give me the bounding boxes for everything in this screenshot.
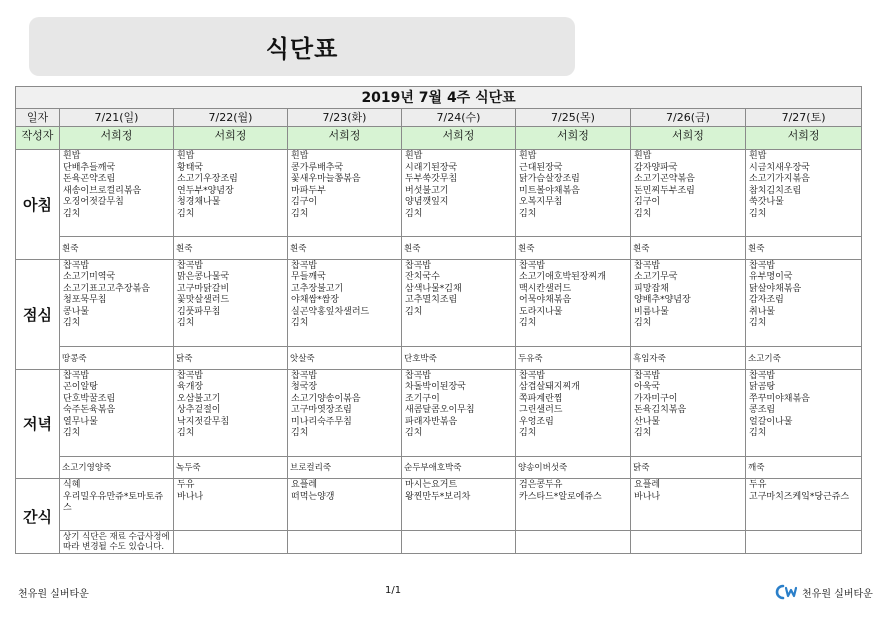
menu-item: 가자미구이 — [634, 393, 678, 404]
menu-item: 무들깨국 — [291, 272, 326, 283]
menu-item: 김치 — [634, 428, 652, 439]
menu-item: 그린샐러드 — [519, 405, 563, 416]
day-row — [16, 108, 862, 127]
menu-item: 삼겹살돼지찌개 — [519, 382, 580, 393]
menu-item: 차돌박이된장국 — [405, 382, 466, 393]
snack-item: 우리밀우유만쥬*토마토쥬 — [63, 491, 164, 502]
day-header: 7/24(수) — [402, 108, 516, 127]
menu-item: 찹곡밥 — [749, 370, 776, 381]
menu-item: 콩조림 — [749, 405, 776, 416]
snack-cell — [631, 479, 746, 531]
menu-cell — [631, 259, 746, 346]
note-row — [16, 531, 862, 554]
menu-item: 김치 — [519, 208, 537, 219]
menu-item: 찹곡밥 — [405, 370, 432, 381]
menu-item: 마파두부 — [291, 185, 326, 196]
menu-item: 김치 — [405, 306, 423, 317]
menu-item: 고구마닭갈비 — [177, 283, 230, 294]
porridge-cell: 흰죽 — [631, 237, 746, 260]
menu-item: 김치 — [519, 318, 537, 329]
snack-cell — [174, 479, 288, 531]
empty-cell — [516, 531, 631, 554]
menu-item: 감자양파국 — [634, 162, 678, 173]
menu-item: 미나리숙주무침 — [291, 416, 352, 427]
logo-name: 천유원 실버타운 — [802, 588, 873, 600]
menu-item: 참치김치조림 — [749, 185, 802, 196]
footer-page-number: 1/1 — [385, 585, 402, 596]
menu-item: 쪽파계란찜 — [519, 393, 563, 404]
menu-item: 김치 — [177, 318, 195, 329]
menu-item: 닭가슴살장조림 — [519, 174, 580, 185]
menu-cell — [60, 259, 174, 346]
day-label: 일자 — [16, 108, 60, 127]
menu-item: 새송이브로컬리볶음 — [63, 185, 142, 196]
snack-item: 카스타드*알로에쥬스 — [519, 491, 602, 502]
menu-item: 찹곡밥 — [177, 370, 204, 381]
menu-item: 흰밥 — [519, 151, 537, 162]
menu-item: 실곤약홍잎차샐러드 — [291, 306, 370, 317]
day-header: 7/21(일) — [60, 108, 174, 127]
writer-cell: 서희정 — [60, 127, 174, 150]
day-header: 7/23(화) — [288, 108, 402, 127]
menu-item: 청포묵무침 — [63, 295, 107, 306]
porridge-cell: 닭죽 — [174, 346, 288, 369]
snack-item: 검은콩두유 — [519, 480, 563, 491]
porridge-cell: 흰죽 — [516, 237, 631, 260]
menu-item: 김치 — [63, 318, 81, 329]
snack-item: 식혜 — [63, 480, 81, 491]
menu-item: 양념깻잎지 — [405, 197, 449, 208]
meal-row — [16, 150, 862, 237]
menu-item: 청경채나물 — [177, 197, 221, 208]
menu-item: 오삼불고기 — [177, 393, 221, 404]
snack-cell — [288, 479, 402, 531]
porridge-cell: 땅콩죽 — [60, 346, 174, 369]
menu-item: 소고기무국 — [634, 272, 678, 283]
menu-item: 산나물 — [634, 416, 661, 427]
menu-cell — [288, 259, 402, 346]
menu-item: 오징어젓갈무침 — [63, 197, 124, 208]
snack-cell — [402, 479, 516, 531]
menu-item: 김치 — [177, 208, 195, 219]
menu-cell — [174, 369, 288, 456]
menu-item: 소고기곤약볶음 — [634, 174, 695, 185]
menu-item: 쑥갓나물 — [749, 197, 784, 208]
menu-item: 양배추*양념장 — [634, 295, 691, 306]
snack-row — [16, 479, 862, 531]
snack-cell — [516, 479, 631, 531]
writer-cell: 서희정 — [174, 127, 288, 150]
meal-body — [16, 150, 862, 554]
menu-item: 찹곡밥 — [634, 260, 661, 271]
menu-item: 쭈꾸미야채볶음 — [749, 393, 810, 404]
menu-cell — [60, 150, 174, 237]
menu-item: 김치 — [405, 208, 423, 219]
menu-item: 소고기애호박된장찌개 — [519, 272, 606, 283]
writer-cell: 서희정 — [402, 127, 516, 150]
menu-item: 감자조림 — [749, 295, 784, 306]
menu-item: 김치 — [519, 428, 537, 439]
menu-item: 연두부*양념장 — [177, 185, 234, 196]
menu-item: 찹곡밥 — [749, 260, 776, 271]
porridge-cell: 순두부애호박죽 — [402, 456, 516, 479]
menu-item: 흰밥 — [634, 151, 652, 162]
menu-item: 김구이 — [634, 197, 661, 208]
empty-cell — [288, 531, 402, 554]
menu-item: 김치 — [405, 428, 423, 439]
porridge-cell: 흰죽 — [60, 237, 174, 260]
menu-item: 우엉조림 — [519, 416, 554, 427]
menu-item: 찹곡밥 — [519, 370, 546, 381]
menu-item: 도라지나물 — [519, 306, 563, 317]
menu-item: 찹곡밥 — [519, 260, 546, 271]
snack-item: 스 — [63, 503, 72, 514]
menu-item: 소고기미역국 — [63, 272, 116, 283]
porridge-cell: 소고기영양죽 — [60, 456, 174, 479]
menu-item: 김치 — [749, 318, 767, 329]
logo-icon — [775, 583, 799, 601]
writer-cell: 서희정 — [631, 127, 746, 150]
menu-item: 김풋파무침 — [177, 306, 221, 317]
menu-item: 두부쑥갓무침 — [405, 174, 458, 185]
menu-item: 흰밥 — [291, 151, 309, 162]
menu-cell — [402, 150, 516, 237]
empty-cell — [746, 531, 862, 554]
porridge-cell: 단호박죽 — [402, 346, 516, 369]
menu-item: 파래자반볶음 — [405, 416, 458, 427]
menu-item: 김치 — [177, 428, 195, 439]
empty-cell — [631, 531, 746, 554]
porridge-row — [16, 237, 862, 260]
porridge-cell: 깨죽 — [746, 456, 862, 479]
porridge-cell: 녹두죽 — [174, 456, 288, 479]
menu-cell — [60, 369, 174, 456]
porridge-cell: 두유죽 — [516, 346, 631, 369]
menu-item: 김치 — [63, 208, 81, 219]
footer-logo — [775, 583, 873, 601]
menu-item: 고추장불고기 — [291, 283, 344, 294]
menu-item: 찹곡밥 — [291, 370, 318, 381]
menu-item: 곤이알탕 — [63, 382, 98, 393]
menu-item: 김치 — [634, 318, 652, 329]
menu-item: 버섯불고기 — [405, 185, 449, 196]
menu-cell — [174, 259, 288, 346]
menu-item: 소고기표고고추장볶음 — [63, 283, 150, 294]
menu-item: 찹곡밥 — [63, 370, 90, 381]
porridge-cell: 앗살죽 — [288, 346, 402, 369]
writer-label: 작성자 — [16, 127, 60, 150]
menu-item: 소고기양송이볶음 — [291, 393, 361, 404]
snack-cell — [60, 479, 174, 531]
snack-item: 바나나 — [177, 491, 204, 502]
menu-item: 시금치새우장국 — [749, 162, 810, 173]
menu-item: 김치 — [291, 428, 309, 439]
snack-cell — [746, 479, 862, 531]
menu-item: 고구마엿장조림 — [291, 405, 352, 416]
menu-item: 김치 — [63, 428, 81, 439]
menu-item: 아욱국 — [634, 382, 661, 393]
porridge-cell: 양송이버섯죽 — [516, 456, 631, 479]
menu-item: 꽃새우마늘쫑볶음 — [291, 174, 361, 185]
porridge-cell: 흰죽 — [402, 237, 516, 260]
menu-item: 유부명이국 — [749, 272, 793, 283]
snack-label: 간식 — [16, 479, 60, 554]
snack-item: 바나나 — [634, 491, 661, 502]
porridge-cell: 흑임자죽 — [631, 346, 746, 369]
menu-item: 얼갈이나물 — [749, 416, 793, 427]
meal-label: 점심 — [16, 259, 60, 369]
writer-cell: 서희정 — [288, 127, 402, 150]
menu-cell — [746, 150, 862, 237]
page-title: 식단표 — [265, 35, 339, 63]
snack-item: 왕찐만두*보리차 — [405, 491, 471, 502]
menu-item: 피망잡채 — [634, 283, 669, 294]
menu-item: 낙지젓갈무침 — [177, 416, 230, 427]
menu-item: 찹곡밥 — [634, 370, 661, 381]
menu-item: 시래기된장국 — [405, 162, 458, 173]
menu-item: 김구이 — [291, 197, 318, 208]
menu-item: 꽃맛살샐러드 — [177, 295, 230, 306]
menu-item: 오복지무침 — [519, 197, 563, 208]
menu-cell — [516, 369, 631, 456]
menu-cell — [631, 150, 746, 237]
menu-item: 숙주돈육볶음 — [63, 405, 116, 416]
day-header: 7/27(토) — [746, 108, 862, 127]
meal-label: 아침 — [16, 150, 60, 260]
menu-item: 미트볼야채볶음 — [519, 185, 580, 196]
empty-cell — [174, 531, 288, 554]
menu-cell — [174, 150, 288, 237]
table-title-row — [16, 87, 862, 109]
menu-cell — [746, 369, 862, 456]
menu-item: 김치 — [749, 208, 767, 219]
porridge-cell: 흰죽 — [174, 237, 288, 260]
menu-item: 흰밥 — [405, 151, 423, 162]
porridge-cell: 소고기죽 — [746, 346, 862, 369]
porridge-cell: 흰죽 — [746, 237, 862, 260]
menu-item: 육개장 — [177, 382, 204, 393]
menu-item: 잔치국수 — [405, 272, 440, 283]
menu-item: 소고기우장조림 — [177, 174, 238, 185]
title-banner — [29, 17, 575, 76]
menu-cell — [631, 369, 746, 456]
porridge-cell: 브로컬리죽 — [288, 456, 402, 479]
meal-row — [16, 369, 862, 456]
menu-item: 흰밥 — [63, 151, 81, 162]
menu-item: 근대된장국 — [519, 162, 563, 173]
menu-item: 콩나물 — [63, 306, 90, 317]
menu-item: 야채쌈*쌈장 — [291, 295, 339, 306]
snack-item: 떠먹는양갱 — [291, 491, 335, 502]
day-header: 7/26(금) — [631, 108, 746, 127]
menu-cell — [746, 259, 862, 346]
writer-cell: 서희정 — [746, 127, 862, 150]
menu-item: 맥시칸샐러드 — [519, 283, 572, 294]
menu-item: 단배추들깨국 — [63, 162, 116, 173]
writer-cell: 서희정 — [516, 127, 631, 150]
menu-table — [15, 86, 862, 554]
menu-item: 삼색나물*김채 — [405, 283, 462, 294]
menu-item: 고추멸치조림 — [405, 295, 458, 306]
footer-org: 천유원 실버타운 — [18, 589, 89, 600]
meal-label: 저녁 — [16, 369, 60, 479]
menu-item: 김치 — [291, 318, 309, 329]
menu-item: 조기구이 — [405, 393, 440, 404]
menu-item: 찹곡밥 — [405, 260, 432, 271]
snack-item: 요플레 — [634, 480, 661, 491]
porridge-row — [16, 346, 862, 369]
menu-item: 찹곡밥 — [291, 260, 318, 271]
menu-cell — [516, 259, 631, 346]
menu-item: 돈육김치볶음 — [634, 405, 687, 416]
writer-row — [16, 127, 862, 150]
menu-cell — [402, 259, 516, 346]
snack-item: 요플레 — [291, 480, 318, 491]
menu-item: 어묵야채볶음 — [519, 295, 572, 306]
snack-item: 두유 — [177, 480, 195, 491]
snack-item: 마시는요거트 — [405, 480, 458, 491]
menu-item: 닭곰탕 — [749, 382, 776, 393]
menu-item: 취나물 — [749, 306, 776, 317]
menu-item: 김치 — [291, 208, 309, 219]
porridge-cell: 닭죽 — [631, 456, 746, 479]
menu-item: 비름나물 — [634, 306, 669, 317]
menu-item: 열무나물 — [63, 416, 98, 427]
menu-item: 돈육곤약조림 — [63, 174, 116, 185]
menu-item: 흰밥 — [749, 151, 767, 162]
menu-item: 맑은콩나물국 — [177, 272, 230, 283]
day-header: 7/22(월) — [174, 108, 288, 127]
menu-item: 닭살야채볶음 — [749, 283, 802, 294]
menu-item: 김치 — [749, 428, 767, 439]
porridge-row — [16, 456, 862, 479]
menu-item: 돈민찌두부조림 — [634, 185, 695, 196]
menu-item: 콩가루배추국 — [291, 162, 344, 173]
menu-item: 소고기가지볶음 — [749, 174, 810, 185]
menu-item: 청국장 — [291, 382, 318, 393]
menu-item: 단호박꿀조림 — [63, 393, 116, 404]
menu-cell — [288, 150, 402, 237]
menu-item: 김치 — [634, 208, 652, 219]
menu-cell — [516, 150, 631, 237]
menu-item: 새콤달콤오이무침 — [405, 405, 475, 416]
empty-cell — [402, 531, 516, 554]
day-header: 7/25(목) — [516, 108, 631, 127]
menu-item: 찹곡밥 — [177, 260, 204, 271]
snack-item: 두유 — [749, 480, 767, 491]
snack-item: 고구마치즈케잌*당근쥬스 — [749, 491, 850, 502]
menu-item: 흰밥 — [177, 151, 195, 162]
porridge-cell: 흰죽 — [288, 237, 402, 260]
meal-row — [16, 259, 862, 346]
table-title: 2019년 7월 4주 식단표 — [16, 87, 862, 109]
menu-item: 상추겉절이 — [177, 405, 221, 416]
note-cell: 상기 식단은 재료 수급사정에 따라 변경될 수도 있습니다. — [60, 531, 174, 554]
menu-item: 황태국 — [177, 162, 204, 173]
menu-cell — [288, 369, 402, 456]
menu-item: 찹곡밥 — [63, 260, 90, 271]
menu-cell — [402, 369, 516, 456]
